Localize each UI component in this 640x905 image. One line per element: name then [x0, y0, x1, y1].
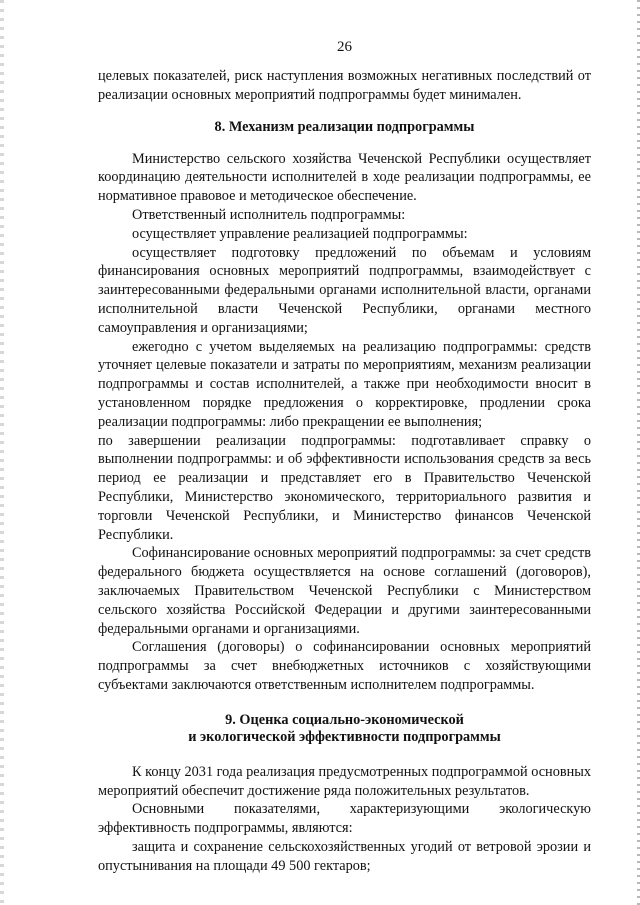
section-8-paragraph: ежегодно с учетом выделяемых на реализацию подпрограммы: средств уточняет целевые показатели и затраты по мероприятиям, механизм реализации подпрограммы и состав исполнителей, а также при необходимости вносит в установленном порядке предложения о корректировке, продлении срока реализации подпрограммы: либо прекращении ее выполнения;: [98, 338, 591, 430]
document-page: [98, 38, 591, 875]
section-8-heading: 8. Механизм реализации подпрограммы: [214, 118, 475, 135]
section-8-paragraph: Ответственный исполнитель подпрограммы:: [132, 206, 406, 223]
section-8-paragraph: Министерство сельского хозяйства Чеченской Республики осуществляет координацию деятельности исполнителей в ходе реализации подпрограммы, ее нормативное правовое и методическое обеспечение.: [98, 150, 591, 205]
section-9-heading-line-2: и экологической эффективности подпрограммы: [188, 728, 501, 745]
intro-paragraph: целевых показателей, риск наступления возможных негативных последствий от реализации основных мероприятий подпрограммы будет минимален.: [98, 68, 591, 103]
section-8-paragraph: осуществляет подготовку предложений по объемам и условиям финансирования основных мероприятий подпрограммы, взаимодействует с заинтересованными федеральными органами исполнительной власти, органами исполнительной власти Чеченской Республики, органами местного самоуправления и организациями;: [98, 244, 591, 336]
scan-edge-left: [0, 0, 4, 905]
section-9-paragraph: Основными показателями, характеризующими экологическую эффективность подпрограммы, являются:: [98, 801, 591, 837]
section-8-paragraph: Соглашения (договоры) о софинансировании основных мероприятий подпрограммы за счет внебюджетных источников с хозяйствующими субъектами заключаются ответственным исполнителем подпрограммы.: [98, 639, 591, 693]
section-9-heading-line-1: 9. Оценка социально-экономической: [225, 711, 464, 728]
section-8-paragraph: по завершении реализации подпрограммы: подготавливает справку о выполнении подпрограммы: и об эффективности использования средств за весь период ее реализации и представляет его в Правительство Чеченской Республики, Министерство экономического, территориального развития и торговли Чеченской Республики, и Министерство финансов Чеченской Республики.: [98, 432, 591, 543]
page-number: 26: [337, 39, 352, 55]
section-8-paragraph: осуществляет управление реализацией подпрограммы:: [132, 225, 468, 242]
section-9-heading: [98, 712, 591, 746]
section-8-paragraph: Софинансирование основных мероприятий подпрограммы: за счет средств федерального бюджета осуществляется на основе соглашений (договоров), заключаемых Правительством Чеченской Республики с Министерством сельского хозяйства Российской Федерации и другими заинтересованными федеральными органами и организациями.: [98, 545, 591, 637]
section-9-paragraph: защита и сохранение сельскохозяйственных угодий от ветровой эрозии и опустынивания на площади 49 500 гектаров;: [98, 838, 591, 874]
section-9-paragraph: К концу 2031 года реализация предусмотренных подпрограммой основных мероприятий обеспечит достижение ряда положительных результатов.: [98, 763, 592, 799]
